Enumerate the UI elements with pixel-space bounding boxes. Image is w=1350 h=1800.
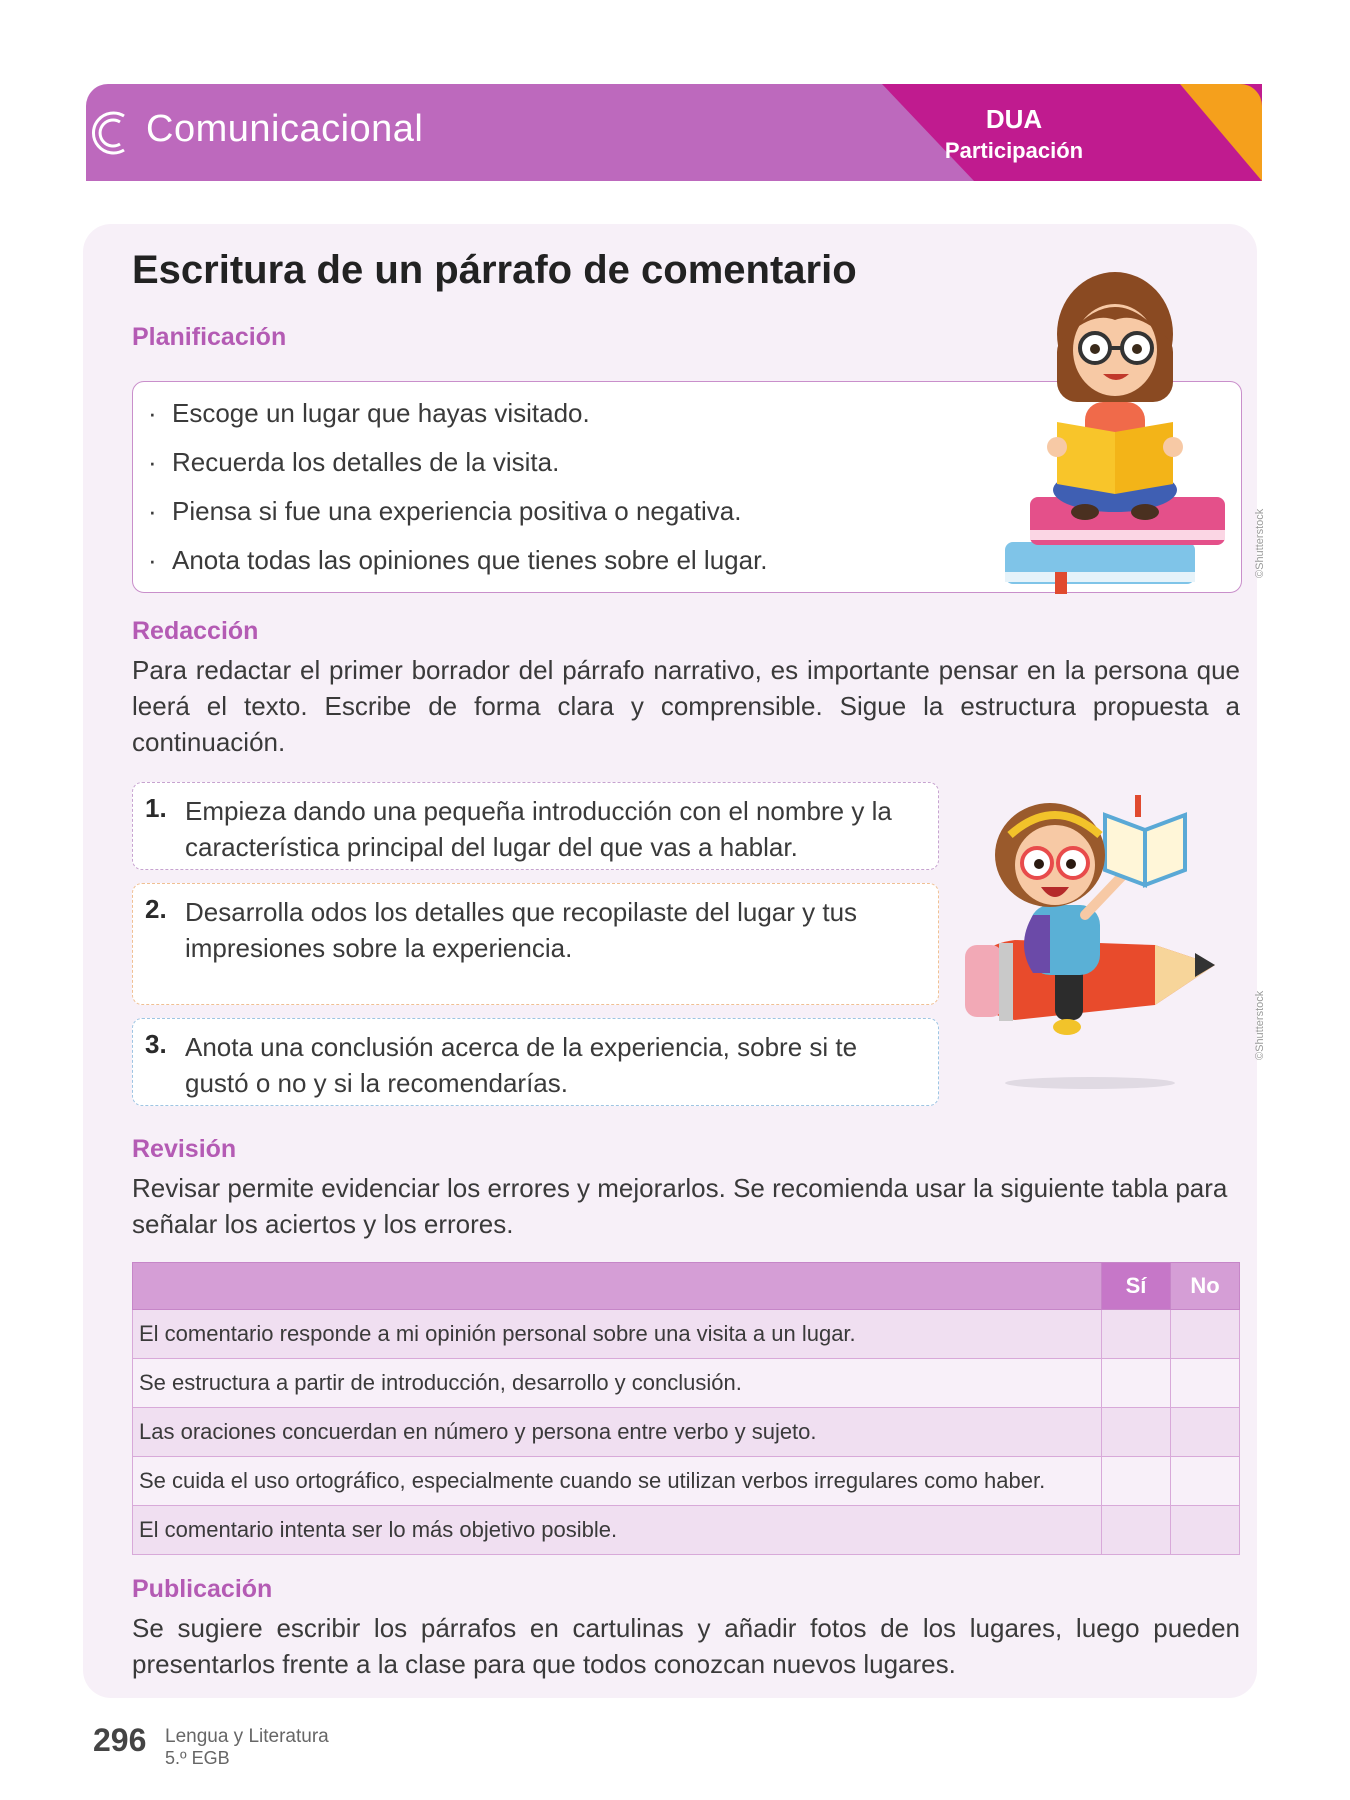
revision-text: Revisar permite evidenciar los errores y mejorarlos. Se recomienda usar la siguiente tabla para señalar los aciertos y los errores. bbox=[132, 1173, 1228, 1239]
no-checkbox-cell[interactable] bbox=[1171, 1457, 1240, 1506]
table-row bbox=[133, 1359, 1240, 1408]
table-row bbox=[133, 1408, 1240, 1457]
yes-checkbox-cell[interactable] bbox=[1102, 1310, 1171, 1359]
table-header-yes: Sí bbox=[1102, 1263, 1171, 1310]
section-banner bbox=[86, 84, 1262, 181]
redaccion-heading: Redacción bbox=[132, 617, 259, 645]
c-logo-icon bbox=[88, 104, 128, 162]
page-title: Escritura de un párrafo de comentario bbox=[132, 248, 857, 292]
criteria-cell: Se estructura a partir de introducción, desarrollo y conclusión. bbox=[133, 1359, 1102, 1408]
criteria-cell: El comentario responde a mi opinión personal sobre una visita a un lugar. bbox=[133, 1310, 1102, 1359]
table-row bbox=[133, 1506, 1240, 1555]
step-card bbox=[132, 883, 939, 1005]
list-item: · Piensa si fue una experiencia positiva o negativa. bbox=[148, 496, 742, 526]
table-header-criteria bbox=[133, 1263, 1102, 1310]
no-checkbox-cell[interactable] bbox=[1171, 1408, 1240, 1457]
no-checkbox-cell[interactable] bbox=[1171, 1506, 1240, 1555]
no-checkbox-cell[interactable] bbox=[1171, 1359, 1240, 1408]
no-checkbox-cell[interactable] bbox=[1171, 1310, 1240, 1359]
criteria-cell: Las oraciones concuerdan en número y persona entre verbo y sujeto. bbox=[133, 1408, 1102, 1457]
yes-checkbox-cell[interactable] bbox=[1102, 1408, 1171, 1457]
girl-reading-illustration bbox=[995, 272, 1235, 602]
step-number: 2. bbox=[145, 894, 167, 924]
table-row bbox=[133, 1310, 1240, 1359]
yes-checkbox-cell[interactable] bbox=[1102, 1457, 1171, 1506]
list-item: · Anota todas las opiniones que tienes sobre el lugar. bbox=[148, 545, 768, 575]
step-card bbox=[132, 782, 939, 870]
step-text: Empieza dando una pequeña introducción con el nombre y la característica principal del lugar del que vas a hablar. bbox=[185, 796, 892, 862]
girl-on-pencil-illustration bbox=[955, 795, 1245, 1095]
table-header-no: No bbox=[1171, 1263, 1240, 1310]
step-text: Anota una conclusión acerca de la experiencia, sobre si te gustó o no y si la recomendarías. bbox=[185, 1032, 858, 1098]
table-header-row bbox=[133, 1263, 1240, 1310]
bullet-icon: · bbox=[148, 398, 157, 428]
publicacion-heading: Publicación bbox=[132, 1575, 273, 1603]
publicacion-text: Se sugiere escribir los párrafos en cartulinas y añadir fotos de los lugares, luego pueden presentarlos frente a la clase para que todos conozcan nuevos lugares. bbox=[132, 1613, 1240, 1679]
bullet-icon: · bbox=[148, 545, 157, 575]
criteria-cell: El comentario intenta ser lo más objetivo posible. bbox=[133, 1506, 1102, 1555]
image-credit: ©Shutterstock bbox=[1254, 990, 1266, 1060]
step-number: 1. bbox=[145, 793, 167, 823]
redaccion-text: Para redactar el primer borrador del párrafo narrativo, es importante pensar en la persona que leerá el texto. Escribe de forma clara y comprensible. Sigue la estructura propuesta a continuación. bbox=[132, 655, 1240, 757]
banner-title: Comunicacional bbox=[146, 108, 424, 150]
revision-heading: Revisión bbox=[132, 1135, 237, 1163]
page-number: 296 bbox=[93, 1722, 147, 1758]
yes-checkbox-cell[interactable] bbox=[1102, 1359, 1171, 1408]
dua-subtitle: Participación bbox=[944, 138, 1084, 163]
bullet-icon: · bbox=[148, 496, 157, 526]
step-text: Desarrolla odos los detalles que recopilaste del lugar y tus impresiones sobre la experiencia. bbox=[185, 897, 858, 963]
footer-grade: 5.º EGB bbox=[165, 1748, 230, 1768]
list-item: · Recuerda los detalles de la visita. bbox=[148, 447, 560, 477]
yes-checkbox-cell[interactable] bbox=[1102, 1506, 1171, 1555]
footer-subject: Lengua y Literatura bbox=[165, 1726, 329, 1747]
image-credit: ©Shutterstock bbox=[1254, 508, 1266, 578]
revision-table bbox=[132, 1262, 1240, 1555]
dua-title: DUA bbox=[985, 104, 1043, 134]
list-item: · Escoge un lugar que hayas visitado. bbox=[148, 398, 590, 428]
table-row bbox=[133, 1457, 1240, 1506]
bullet-icon: · bbox=[148, 447, 157, 477]
step-number: 3. bbox=[145, 1029, 167, 1059]
planificacion-heading: Planificación bbox=[132, 323, 287, 351]
step-card bbox=[132, 1018, 939, 1106]
criteria-cell: Se cuida el uso ortográfico, especialmente cuando se utilizan verbos irregulares como haber. bbox=[133, 1457, 1102, 1506]
